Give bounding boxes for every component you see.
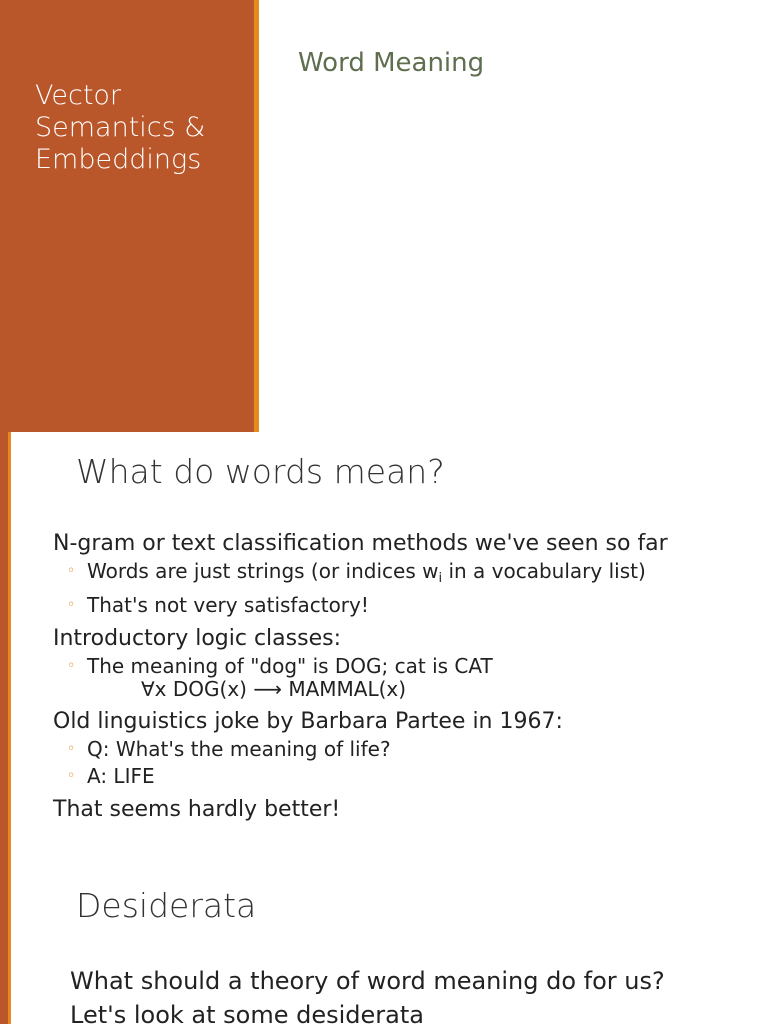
left-bar-orange [0,864,8,1024]
slide-body [53,530,753,824]
sub-bullet-list [53,558,753,619]
body-line: What should a theory of word meaning do for us? [70,967,665,995]
slide-title: Desiderata [76,886,257,925]
body-line: Let's look at some desiderata [70,1001,424,1024]
section-subtitle: Word Meaning [298,48,485,78]
accent-stripe [254,0,259,432]
sub-bullet [67,763,753,790]
bullet-point: N-gram or text classification methods we've seen so far [53,531,668,556]
slide-left-bar [0,432,10,864]
sub-bullet-text-start: Words are just strings (or indices w [87,559,439,583]
deck-title-line: Vector [35,80,122,111]
slide-left-bar [0,864,10,1024]
bullet-icon: ◦ [67,563,76,579]
sub-bullet-text: Q: What's the meaning of life? [87,737,391,761]
title-slide [0,0,768,432]
sub-bullet [67,653,753,680]
bullet-icon: ◦ [67,741,76,757]
bullet-icon: ◦ [67,768,76,784]
sub-bullet-text: The meaning of "dog" is DOG; cat is CAT [87,654,493,678]
sub-bullet [67,558,753,592]
deck-title-line: Embeddings [35,144,202,175]
deck-title-line: Semantics & [35,112,206,143]
left-bar-gold [8,432,11,864]
left-bar-gold [8,864,11,1024]
slide-body [70,964,665,1024]
sub-bullet-text: A: LIFE [87,764,155,788]
slide-title: What do words mean? [76,452,445,491]
bullet-icon: ◦ [67,658,76,674]
left-bar-orange [0,432,8,864]
sub-bullet-list [53,653,753,680]
content-slide-what-do-words-mean [0,432,768,864]
sub-bullet-text-end: in a vocabulary list) [442,559,646,583]
sub-bullet-list [53,736,753,790]
subscript: i [438,571,443,586]
sub-bullet-text: That's not very satisfactory! [87,593,369,617]
deck-title [35,80,245,176]
sub-bullet [67,592,753,619]
bullet-point: Old linguistics joke by Barbara Partee in 1967: [53,709,563,734]
sub-bullet [67,736,753,763]
title-panel [0,0,254,432]
bullet-icon: ◦ [67,597,76,613]
content-slide-desiderata [0,864,768,1024]
bullet-point: That seems hardly better! [53,797,341,822]
bullet-point: Introductory logic classes: [53,626,341,651]
logic-formula: ∀x DOG(x) ⟶ MAMMAL(x) [141,677,407,701]
